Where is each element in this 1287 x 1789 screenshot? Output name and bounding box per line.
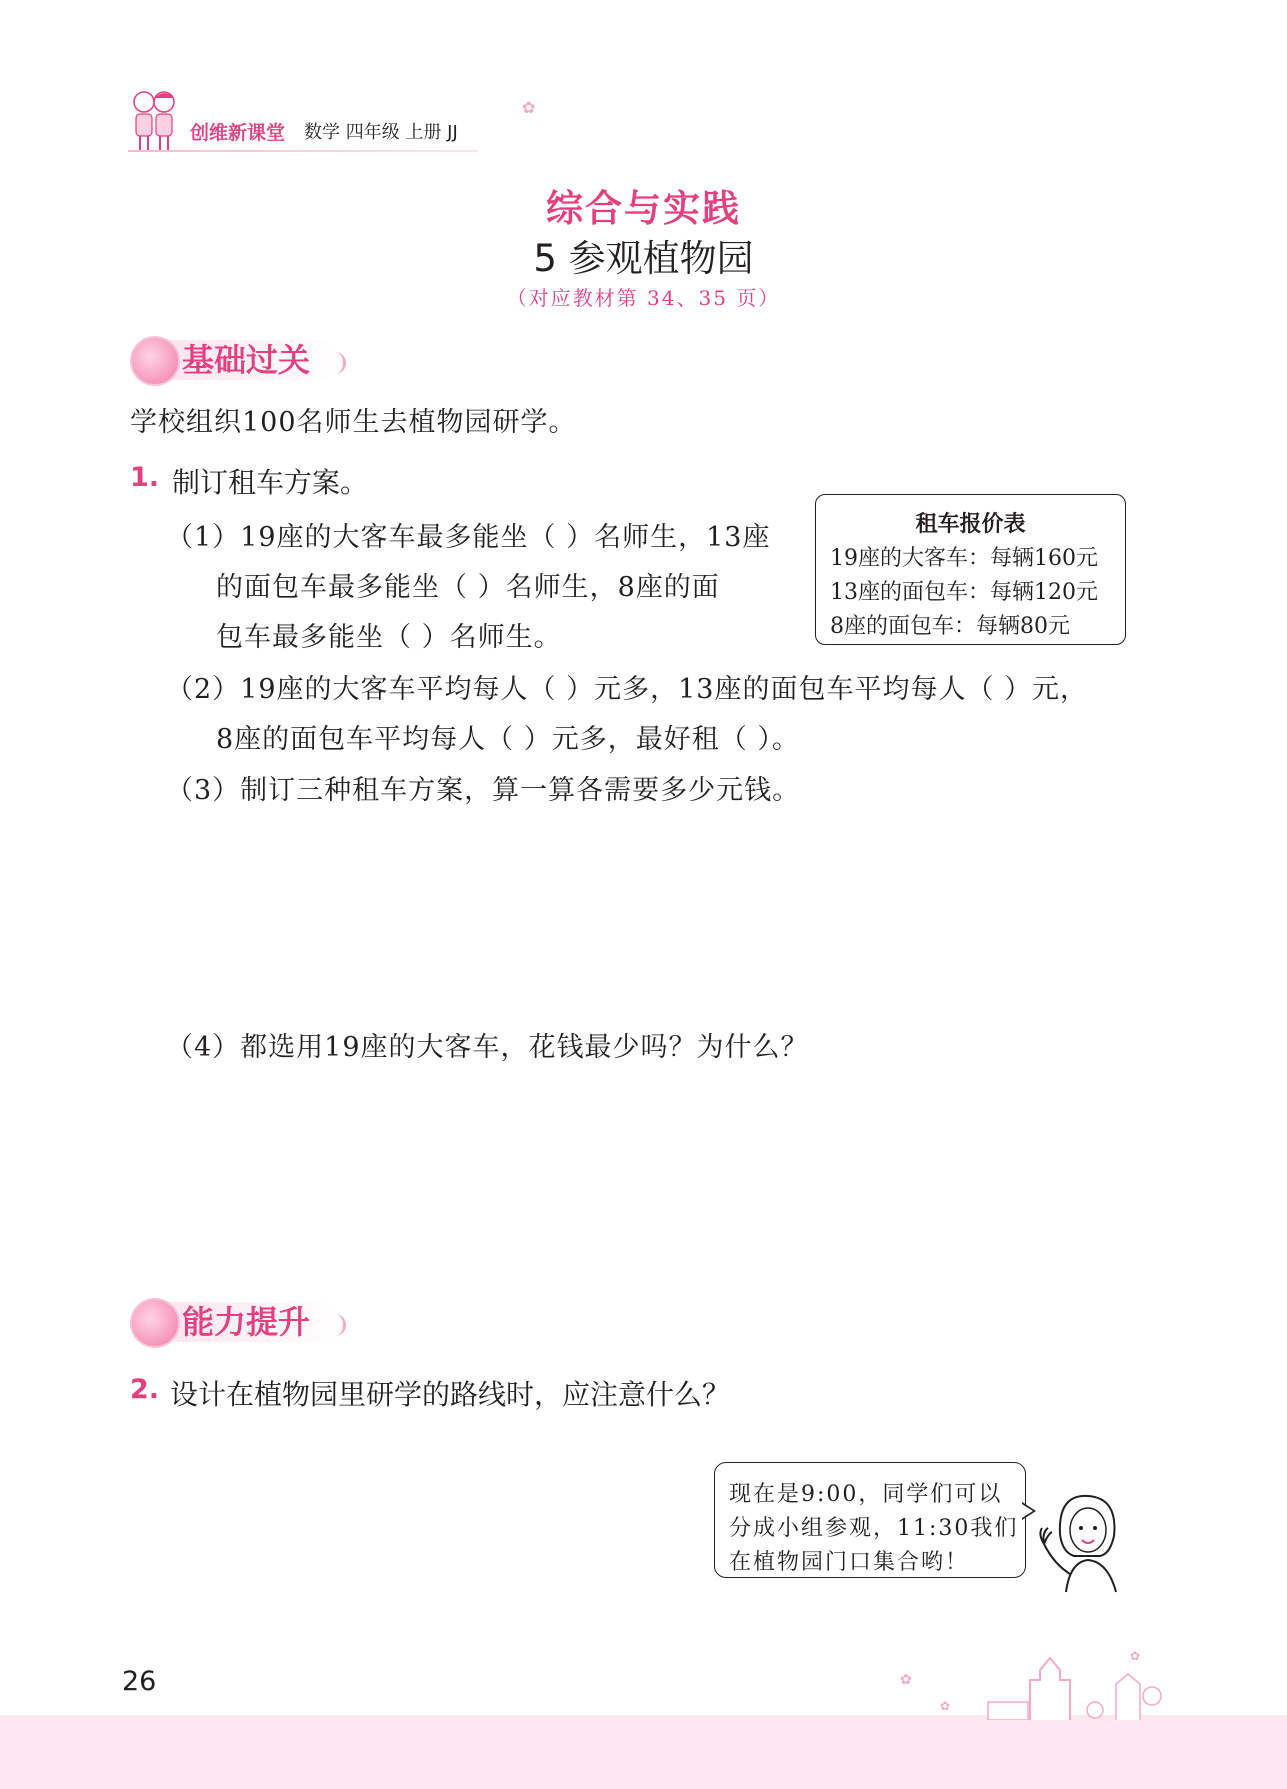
svg-text:✿: ✿ bbox=[940, 1699, 951, 1713]
ribbon-tail bbox=[329, 352, 346, 374]
badge-mascot-icon bbox=[130, 1298, 180, 1348]
svg-text:✿: ✿ bbox=[900, 1672, 912, 1688]
header-kids-illustration bbox=[128, 88, 180, 154]
header-brand: 创维新课堂 bbox=[190, 122, 286, 144]
price-row: 8座的面包车：每辆80元 bbox=[830, 614, 1070, 639]
badge-label: 能力提升 bbox=[182, 1303, 311, 1341]
header-book-info: 数学 四年级 上册 JJ bbox=[304, 122, 458, 143]
section-title: 综合与实践 bbox=[546, 187, 741, 230]
lesson-title: 5 参观植物园 bbox=[533, 237, 754, 280]
badge-mascot-icon bbox=[130, 336, 180, 386]
header-divider bbox=[128, 150, 478, 152]
q1-part1-line3: 包车最多能坐（ ）名师生。 bbox=[216, 622, 562, 653]
q1-part2-line2: 8座的面包车平均每人（ ）元多，最好租（ ）。 bbox=[216, 724, 800, 755]
castle-footer-illustration bbox=[880, 1650, 1170, 1720]
page-number: 26 bbox=[122, 1666, 157, 1697]
badge-ribbon bbox=[160, 340, 340, 380]
badge-label: 基础过关 bbox=[182, 341, 311, 379]
intro-text: 学校组织100名师生去植物园研学。 bbox=[130, 407, 577, 438]
section-badge-basic bbox=[130, 336, 370, 380]
price-row: 19座的大客车：每辆160元 bbox=[830, 546, 1098, 571]
q1-part3: （3）制订三种租车方案，算一算各需要多少元钱。 bbox=[166, 775, 801, 806]
question-number-1: 1. bbox=[130, 462, 160, 493]
textbook-reference: （对应教材第 34、35 页） bbox=[506, 286, 781, 310]
teacher-illustration bbox=[1030, 1484, 1130, 1594]
q1-part1-line1: （1）19座的大客车最多能坐（ ）名师生，13座 bbox=[166, 522, 771, 553]
speech-line: 在植物园门口集合哟！ bbox=[729, 1550, 970, 1575]
question-text-2: 设计在植物园里研学的路线时，应注意什么？ bbox=[170, 1378, 731, 1411]
price-table-title: 租车报价表 bbox=[915, 512, 1026, 537]
speech-bubble bbox=[714, 1462, 1026, 1578]
sparkle-icon: ✿ bbox=[522, 98, 536, 117]
speech-line: 现在是9:00，同学们可以 bbox=[729, 1482, 1003, 1507]
svg-text:✿: ✿ bbox=[1130, 1650, 1141, 1663]
q1-part1-line2: 的面包车最多能坐（ ）名师生，8座的面 bbox=[216, 572, 720, 603]
price-table bbox=[815, 494, 1126, 645]
question-title-1: 制订租车方案。 bbox=[172, 466, 369, 499]
q1-part2-line1: （2）19座的大客车平均每人（ ）元多，13座的面包车平均每人（ ）元， bbox=[166, 674, 1089, 705]
section-badge-advanced bbox=[130, 1298, 370, 1342]
q1-part4: （4）都选用19座的大客车，花钱最少吗？为什么？ bbox=[166, 1032, 809, 1063]
speech-line: 分成小组参观，11:30我们 bbox=[729, 1516, 1019, 1541]
badge-ribbon bbox=[160, 1302, 340, 1342]
footer-band bbox=[0, 1715, 1287, 1789]
question-number-2: 2. bbox=[130, 1374, 160, 1405]
price-row: 13座的面包车：每辆120元 bbox=[830, 580, 1098, 605]
ribbon-tail bbox=[329, 1314, 346, 1336]
